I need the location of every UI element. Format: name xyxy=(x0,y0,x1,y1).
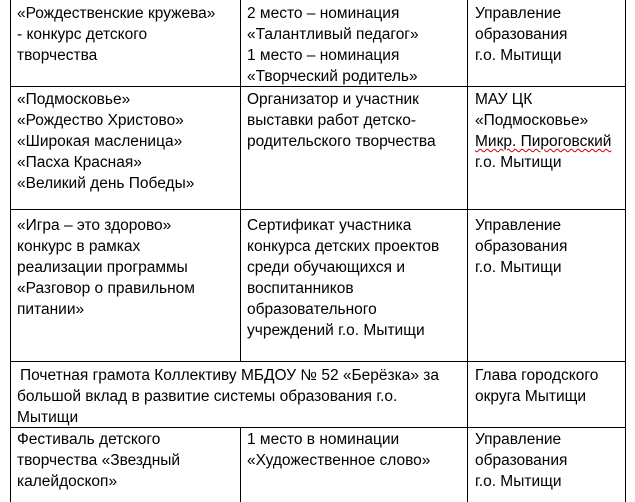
row3-organizer-line: Управление xyxy=(475,217,562,234)
row5-result-line: «Художественное слово» xyxy=(247,452,431,469)
row2-organizer-line: г.о. Мытищи xyxy=(475,154,562,171)
row1-event-line: - конкурс детского xyxy=(17,26,148,43)
row5-event-cell xyxy=(17,429,180,492)
row1-organizer-line: Управление xyxy=(475,5,562,22)
row5-result-cell xyxy=(247,429,430,471)
row2-result-line: Организатор и участник xyxy=(247,91,419,108)
row3-result-line: конкурса детских проектов xyxy=(247,238,440,255)
row2-organizer-line: «Подмосковье» xyxy=(475,112,589,129)
row3-event-line: реализации программы xyxy=(17,259,188,276)
row2-event-cell xyxy=(17,89,194,194)
row3-result-cell xyxy=(247,215,439,341)
row1-result-line: «Талантливый педагог» xyxy=(247,26,419,43)
row2-event-line: «Пасха Красная» xyxy=(17,154,142,171)
border-row3-row4 xyxy=(10,361,626,362)
row4-merged-line: Почетная грамота Коллективу МБДОУ № 52 «Берёзка» за xyxy=(20,367,440,384)
row2-organizer-line-spellcheck: Микр. Пироговский xyxy=(475,133,612,150)
row1-organizer-line: г.о. Мытищи xyxy=(475,47,562,64)
row3-result-line: воспитанников xyxy=(247,280,354,297)
row5-result-line: 1 место в номинации xyxy=(247,431,400,448)
row4-organizer-line: округа Мытищи xyxy=(475,388,587,405)
row2-result-line: родительского творчества xyxy=(247,133,436,150)
row4-merged-line: Мытищи xyxy=(17,409,79,426)
row2-event-line: «Рождество Христово» xyxy=(17,112,184,129)
row3-organizer-line: образования xyxy=(475,238,568,255)
row5-organizer-line: г.о. Мытищи xyxy=(475,473,562,490)
row5-event-line: калейдоскоп» xyxy=(17,473,118,490)
row3-event-line: конкурс в рамках xyxy=(17,238,141,255)
row2-result-line: выставки работ детско- xyxy=(247,112,417,129)
row1-event-line: «Рождественские кружева» xyxy=(17,5,216,22)
row2-event-line: «Подмосковье» xyxy=(17,91,131,108)
row1-organizer-cell xyxy=(475,3,567,66)
row3-event-line: «Игра – это здорово» xyxy=(17,217,172,234)
row3-event-line: «Разговор о правильном xyxy=(17,280,195,297)
row1-event-cell xyxy=(17,3,215,66)
row1-event-line: творчества xyxy=(17,47,98,64)
row4-organizer-cell xyxy=(475,365,598,407)
row5-event-line: творчества «Звездный xyxy=(17,452,181,469)
row5-organizer-line: Управление xyxy=(475,431,562,448)
row2-organizer-line: МАУ ЦК xyxy=(475,91,533,108)
row3-result-line: образовательного xyxy=(247,301,377,318)
row2-event-line: «Великий день Победы» xyxy=(17,175,195,192)
row3-result-line: учреждений г.о. Мытищи xyxy=(247,322,425,339)
row2-organizer-cell xyxy=(475,89,611,173)
row5-organizer-cell xyxy=(475,429,567,492)
row2-result-cell xyxy=(247,89,436,152)
row4-organizer-line: Глава городского xyxy=(475,367,599,384)
row3-result-line: Сертификат участника xyxy=(247,217,412,234)
row1-result-line: «Творческий родитель» xyxy=(247,68,418,85)
row5-organizer-line: образования xyxy=(475,452,568,469)
row3-event-cell xyxy=(17,215,195,320)
row4-merged-line: большой вклад в развитие системы образования г.о. xyxy=(17,388,398,405)
row1-result-line: 1 место – номинация xyxy=(247,47,400,64)
border-row2-row3 xyxy=(10,209,626,210)
border-col1-col2-bottom xyxy=(240,427,241,502)
row3-organizer-cell xyxy=(475,215,567,278)
row2-event-line: «Широкая масленица» xyxy=(17,133,183,150)
row4-merged-cell xyxy=(17,365,439,428)
row3-organizer-line: г.о. Мытищи xyxy=(475,259,562,276)
row1-organizer-line: образования xyxy=(475,26,568,43)
row1-result-cell xyxy=(247,3,419,87)
row5-event-line: Фестиваль детского xyxy=(17,431,161,448)
row3-result-line: среди обучающихся и xyxy=(247,259,405,276)
row3-event-line: питании» xyxy=(17,301,85,318)
border-col1-col2-top xyxy=(240,0,241,361)
row1-result-line: 2 место – номинация xyxy=(247,5,400,22)
